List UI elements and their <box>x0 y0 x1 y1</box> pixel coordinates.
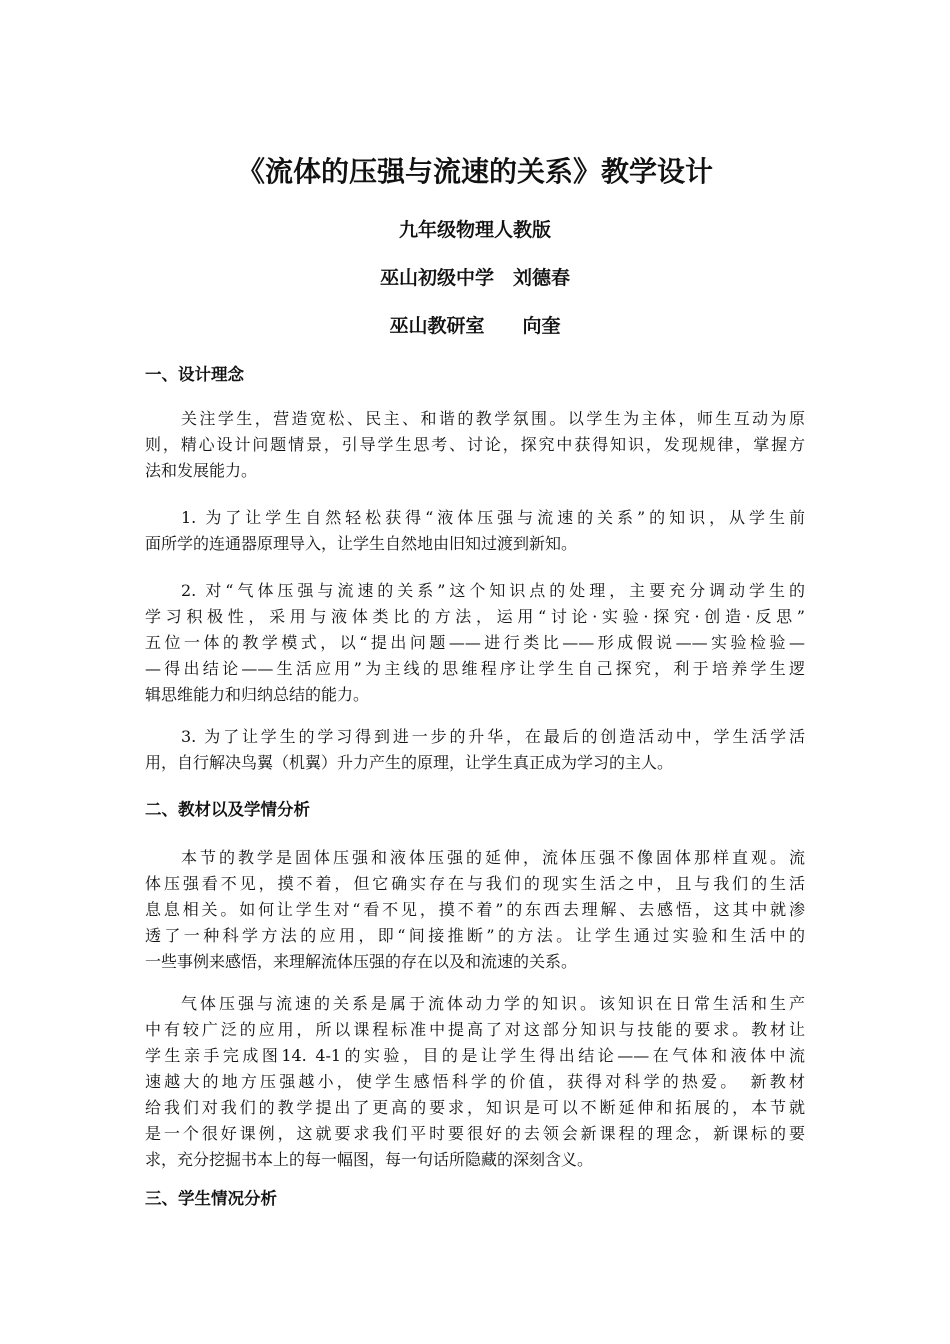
section-heading-student-analysis: 三、学生情况分析 <box>145 1189 277 1208</box>
paragraph-line: 3. 为了让学生的学习得到进一步的升华，在最后的创造活动中，学生活学活 <box>181 727 805 746</box>
document-title: 《流体的压强与流速的关系》教学设计 <box>236 155 713 188</box>
paragraph-line: 给我们对我们的教学提出了更高的要求，知识是可以不断延伸和拓展的，本节就 <box>145 1098 805 1117</box>
paragraph-line: 是一个很好课例，这就要求我们平时要很好的去领会新课程的理念，新课标的要 <box>145 1124 805 1143</box>
section-heading-textbook-analysis: 二、教材以及学情分析 <box>145 800 310 819</box>
paragraph-line: 速越大的地方压强越小，使学生感悟科学的价值，获得对科学的热爱。 新教材 <box>145 1072 805 1091</box>
paragraph-line: 息息相关。如何让学生对“看不见，摸不着”的东西去理解、去感悟，这其中就渗 <box>145 900 805 919</box>
grade-subtitle: 九年级物理人教版 <box>398 219 551 241</box>
paragraph-line: 1. 为了让学生自然轻松获得“液体压强与流速的关系”的知识，从学生前 <box>181 508 805 527</box>
paragraph-concept-point-1 <box>145 505 805 557</box>
paragraph-line: 体压强看不见，摸不着，但它确实存在与我们的现实生活之中，且与我们的生活 <box>145 874 805 893</box>
paragraph-line: 则，精心设计问题情景，引导学生思考、讨论，探究中获得知识，发现规律，掌握方 <box>145 435 805 454</box>
paragraph-line: 五位一体的教学模式，以“提出问题——进行类比——形成假说——实验检验— <box>145 633 805 652</box>
paragraph-line: 面所学的连通器原理导入，让学生自然地由旧知过渡到新知。 <box>145 534 578 553</box>
section-heading-design-concept: 一、设计理念 <box>145 365 244 384</box>
author-line-school: 巫山初级中学 刘德春 <box>379 267 570 289</box>
paragraph-concept-intro <box>145 406 805 484</box>
paragraph-concept-point-2 <box>145 578 805 708</box>
paragraph-line: 学习积极性，采用与液体类比的方法，运用“讨论·实验·探究·创造·反思” <box>145 607 805 626</box>
paragraph-line: 本节的教学是固体压强和液体压强的延伸，流体压强不像固体那样直观。流 <box>181 848 805 867</box>
paragraph-textbook-analysis-1 <box>145 845 805 975</box>
author-line-office: 巫山教研室 向奎 <box>389 315 561 337</box>
paragraph-line: 求，充分挖掘书本上的每一幅图，每一句话所隐藏的深刻含义。 <box>145 1150 594 1169</box>
paragraph-line: 一些事例来感悟，来理解流体压强的存在以及和流速的关系。 <box>145 952 578 971</box>
paragraph-line: 透了一种科学方法的应用，即“间接推断”的方法。让学生通过实验和生活中的 <box>145 926 805 945</box>
paragraph-line: 2. 对“气体压强与流速的关系”这个知识点的处理，主要充分调动学生的 <box>181 581 805 600</box>
paragraph-line: 法和发展能力。 <box>145 461 258 480</box>
paragraph-line: —得出结论——生活应用”为主线的思维程序让学生自己探究，利于培养学生逻 <box>145 659 805 678</box>
paragraph-line: 学生亲手完成图14. 4-1的实验，目的是让学生得出结论——在气体和液体中流 <box>145 1046 805 1065</box>
paragraph-line: 用，自行解决鸟翼（机翼）升力产生的原理，让学生真正成为学习的主人。 <box>145 753 674 772</box>
paragraph-line: 中有较广泛的应用，所以课程标准中提高了对这部分知识与技能的要求。教材让 <box>145 1020 805 1039</box>
paragraph-textbook-analysis-2 <box>145 991 805 1173</box>
paragraph-line: 辑思维能力和归纳总结的能力。 <box>145 685 370 704</box>
paragraph-line: 气体压强与流速的关系是属于流体动力学的知识。该知识在日常生活和生产 <box>181 994 805 1013</box>
paragraph-concept-point-3 <box>145 724 805 776</box>
paragraph-line: 关注学生，营造宽松、民主、和谐的教学氛围。以学生为主体，师生互动为原 <box>181 409 805 428</box>
